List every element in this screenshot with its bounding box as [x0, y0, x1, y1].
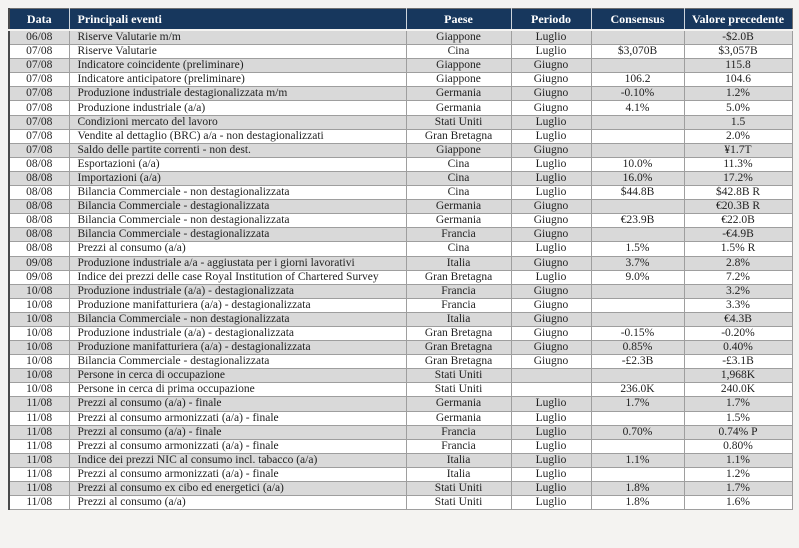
cell-period: Luglio [511, 45, 591, 59]
cell-event: Persone in cerca di prima occupazione [69, 383, 406, 397]
table-row [9, 439, 792, 453]
cell-consensus [591, 59, 684, 73]
table-row [9, 453, 792, 467]
cell-period: Giugno [511, 87, 591, 101]
cell-country: Francia [406, 425, 511, 439]
cell-country: Stati Uniti [406, 482, 511, 496]
cell-country: Stati Uniti [406, 115, 511, 129]
cell-period: Luglio [511, 270, 591, 284]
cell-event: Produzione industriale a/a - aggiustata per i giorni lavorativi [69, 256, 406, 270]
cell-period: Giugno [511, 214, 591, 228]
cell-country: Germania [406, 87, 511, 101]
cell-period [511, 369, 591, 383]
cell-previous: 5.0% [684, 101, 792, 115]
cell-period: Giugno [511, 326, 591, 340]
cell-previous: 0.80% [684, 439, 792, 453]
cell-date: 08/08 [9, 228, 69, 242]
cell-consensus [591, 312, 684, 326]
cell-date: 10/08 [9, 383, 69, 397]
cell-date: 07/08 [9, 115, 69, 129]
cell-period: Giugno [511, 341, 591, 355]
cell-date: 07/08 [9, 87, 69, 101]
cell-event: Prezzi al consumo (a/a) [69, 242, 406, 256]
cell-event: Indice dei prezzi NIC al consumo incl. tabacco (a/a) [69, 453, 406, 467]
cell-consensus: 1.7% [591, 397, 684, 411]
cell-date: 09/08 [9, 270, 69, 284]
cell-consensus: -0.10% [591, 87, 684, 101]
table-row [9, 355, 792, 369]
cell-period: Luglio [511, 186, 591, 200]
cell-previous: 1.6% [684, 496, 792, 510]
cell-consensus: 1.1% [591, 453, 684, 467]
cell-consensus: -0.15% [591, 326, 684, 340]
table-row [9, 496, 792, 510]
cell-country: Germania [406, 411, 511, 425]
cell-date: 10/08 [9, 284, 69, 298]
cell-period: Luglio [511, 242, 591, 256]
cell-consensus [591, 143, 684, 157]
cell-consensus: 106.2 [591, 73, 684, 87]
cell-event: Indicatore coincidente (preliminare) [69, 59, 406, 73]
table-row [9, 45, 792, 59]
cell-event: Produzione industriale destagionalizzata m/m [69, 87, 406, 101]
cell-country: Cina [406, 186, 511, 200]
cell-event: Produzione manifatturiera (a/a) - destagionalizzata [69, 298, 406, 312]
cell-date: 06/08 [9, 30, 69, 45]
column-header-country: Paese [406, 9, 511, 31]
table-row [9, 284, 792, 298]
cell-period: Luglio [511, 115, 591, 129]
cell-country: Germania [406, 101, 511, 115]
cell-consensus [591, 369, 684, 383]
cell-consensus: 9.0% [591, 270, 684, 284]
cell-consensus [591, 129, 684, 143]
cell-date: 08/08 [9, 186, 69, 200]
cell-event: Prezzi al consumo armonizzati (a/a) - finale [69, 439, 406, 453]
cell-previous: 1.5% R [684, 242, 792, 256]
cell-previous: €4.3B [684, 312, 792, 326]
cell-event: Bilancia Commerciale - non destagionalizzata [69, 186, 406, 200]
cell-country: Germania [406, 214, 511, 228]
cell-date: 11/08 [9, 467, 69, 481]
cell-consensus: 0.70% [591, 425, 684, 439]
cell-date: 07/08 [9, 73, 69, 87]
cell-country: Italia [406, 312, 511, 326]
cell-event: Bilancia Commerciale - non destagionalizzata [69, 214, 406, 228]
cell-period: Luglio [511, 129, 591, 143]
cell-previous: $3,057B [684, 45, 792, 59]
table-row [9, 228, 792, 242]
column-header-event: Principali eventi [69, 9, 406, 31]
cell-date: 07/08 [9, 101, 69, 115]
cell-event: Vendite al dettaglio (BRC) a/a - non destagionalizzati [69, 129, 406, 143]
cell-previous: ¥1.7T [684, 143, 792, 157]
table-row [9, 425, 792, 439]
cell-consensus: $44.8B [591, 186, 684, 200]
cell-consensus: €23.9B [591, 214, 684, 228]
cell-date: 11/08 [9, 397, 69, 411]
cell-country: Francia [406, 439, 511, 453]
cell-consensus [591, 467, 684, 481]
cell-date: 08/08 [9, 214, 69, 228]
cell-event: Prezzi al consumo ex cibo ed energetici (a/a) [69, 482, 406, 496]
cell-country: Cina [406, 45, 511, 59]
cell-country: Francia [406, 228, 511, 242]
cell-event: Bilancia Commerciale - destagionalizzata [69, 228, 406, 242]
cell-consensus [591, 228, 684, 242]
cell-period: Giugno [511, 101, 591, 115]
cell-consensus: 236.0K [591, 383, 684, 397]
cell-previous: 115.8 [684, 59, 792, 73]
cell-consensus [591, 439, 684, 453]
table-row [9, 30, 792, 45]
table-row [9, 200, 792, 214]
cell-previous: 0.74% P [684, 425, 792, 439]
cell-country: Germania [406, 397, 511, 411]
column-header-consensus: Consensus [591, 9, 684, 31]
cell-country: Stati Uniti [406, 369, 511, 383]
cell-period: Giugno [511, 59, 591, 73]
cell-period: Luglio [511, 453, 591, 467]
table-row [9, 186, 792, 200]
cell-previous: 2.8% [684, 256, 792, 270]
cell-country: Stati Uniti [406, 383, 511, 397]
table-row [9, 214, 792, 228]
cell-consensus: 1.5% [591, 242, 684, 256]
cell-event: Indicatore anticipatore (preliminare) [69, 73, 406, 87]
table-row [9, 101, 792, 115]
cell-event: Saldo delle partite correnti - non dest. [69, 143, 406, 157]
cell-date: 11/08 [9, 482, 69, 496]
cell-previous: 0.40% [684, 341, 792, 355]
cell-country: Giappone [406, 30, 511, 45]
cell-date: 08/08 [9, 242, 69, 256]
cell-previous: -0.20% [684, 326, 792, 340]
cell-country: Italia [406, 467, 511, 481]
cell-previous: 1,968K [684, 369, 792, 383]
economic-calendar-table [8, 8, 793, 510]
cell-country: Francia [406, 298, 511, 312]
table-row [9, 467, 792, 481]
cell-date: 10/08 [9, 326, 69, 340]
cell-date: 08/08 [9, 171, 69, 185]
cell-consensus: 3.7% [591, 256, 684, 270]
cell-previous: 1.2% [684, 467, 792, 481]
column-header-period: Periodo [511, 9, 591, 31]
cell-country: Gran Bretagna [406, 341, 511, 355]
cell-country: Gran Bretagna [406, 326, 511, 340]
column-header-date: Data [9, 9, 69, 31]
cell-country: Italia [406, 453, 511, 467]
cell-country: Italia [406, 256, 511, 270]
cell-event: Prezzi al consumo (a/a) - finale [69, 397, 406, 411]
cell-period: Luglio [511, 482, 591, 496]
cell-period: Luglio [511, 467, 591, 481]
cell-previous: €20.3B R [684, 200, 792, 214]
cell-period: Giugno [511, 312, 591, 326]
cell-country: Gran Bretagna [406, 270, 511, 284]
cell-period: Giugno [511, 298, 591, 312]
cell-date: 11/08 [9, 425, 69, 439]
cell-date: 10/08 [9, 341, 69, 355]
cell-date: 09/08 [9, 256, 69, 270]
cell-consensus [591, 284, 684, 298]
cell-period: Giugno [511, 284, 591, 298]
cell-country: Giappone [406, 143, 511, 157]
cell-period: Luglio [511, 439, 591, 453]
cell-previous: 104.6 [684, 73, 792, 87]
cell-consensus: 16.0% [591, 171, 684, 185]
cell-consensus [591, 115, 684, 129]
cell-previous: 11.3% [684, 157, 792, 171]
table-row [9, 115, 792, 129]
cell-period: Luglio [511, 425, 591, 439]
cell-country: Stati Uniti [406, 496, 511, 510]
cell-date: 07/08 [9, 129, 69, 143]
cell-previous: 1.5 [684, 115, 792, 129]
cell-country: Cina [406, 157, 511, 171]
cell-date: 08/08 [9, 200, 69, 214]
cell-country: Cina [406, 171, 511, 185]
cell-consensus [591, 200, 684, 214]
table-row [9, 383, 792, 397]
cell-date: 07/08 [9, 143, 69, 157]
cell-previous: 1.7% [684, 397, 792, 411]
cell-date: 08/08 [9, 157, 69, 171]
cell-previous: 3.3% [684, 298, 792, 312]
cell-period: Luglio [511, 496, 591, 510]
cell-country: Gran Bretagna [406, 129, 511, 143]
cell-date: 07/08 [9, 45, 69, 59]
events-table-body [9, 30, 792, 510]
cell-event: Prezzi al consumo (a/a) - finale [69, 425, 406, 439]
cell-period: Luglio [511, 171, 591, 185]
table-row [9, 482, 792, 496]
cell-previous: -€4.9B [684, 228, 792, 242]
table-header [9, 9, 792, 31]
cell-event: Indice dei prezzi delle case Royal Institution of Chartered Survey [69, 270, 406, 284]
cell-country: Gran Bretagna [406, 355, 511, 369]
header-row [9, 9, 792, 31]
cell-period: Giugno [511, 228, 591, 242]
cell-previous: $42.8B R [684, 186, 792, 200]
cell-consensus [591, 30, 684, 45]
table-row [9, 369, 792, 383]
table-row [9, 397, 792, 411]
cell-consensus: 1.8% [591, 496, 684, 510]
cell-country: Germania [406, 200, 511, 214]
cell-period: Giugno [511, 256, 591, 270]
cell-date: 10/08 [9, 369, 69, 383]
cell-event: Bilancia Commerciale - destagionalizzata [69, 355, 406, 369]
table-row [9, 298, 792, 312]
cell-previous: 1.2% [684, 87, 792, 101]
table-row [9, 411, 792, 425]
cell-event: Prezzi al consumo (a/a) [69, 496, 406, 510]
cell-country: Giappone [406, 73, 511, 87]
cell-period: Giugno [511, 355, 591, 369]
cell-country: Giappone [406, 59, 511, 73]
table-row [9, 341, 792, 355]
cell-period [511, 383, 591, 397]
table-row [9, 157, 792, 171]
table-row [9, 143, 792, 157]
table-row [9, 326, 792, 340]
cell-consensus: 10.0% [591, 157, 684, 171]
cell-date: 11/08 [9, 496, 69, 510]
cell-previous: 1.7% [684, 482, 792, 496]
cell-country: Francia [406, 284, 511, 298]
cell-period: Luglio [511, 30, 591, 45]
cell-period: Luglio [511, 397, 591, 411]
table-row [9, 242, 792, 256]
table-row [9, 312, 792, 326]
table-row [9, 129, 792, 143]
cell-event: Esportazioni (a/a) [69, 157, 406, 171]
cell-event: Produzione industriale (a/a) - destagionalizzata [69, 284, 406, 298]
cell-consensus [591, 298, 684, 312]
cell-period: Giugno [511, 143, 591, 157]
cell-consensus: 1.8% [591, 482, 684, 496]
cell-date: 10/08 [9, 355, 69, 369]
cell-previous: 7.2% [684, 270, 792, 284]
cell-consensus: -£2.3B [591, 355, 684, 369]
table-row [9, 73, 792, 87]
cell-date: 11/08 [9, 411, 69, 425]
column-header-previous: Valore precedente [684, 9, 792, 31]
table-row [9, 59, 792, 73]
cell-date: 10/08 [9, 298, 69, 312]
cell-event: Prezzi al consumo armonizzati (a/a) - finale [69, 467, 406, 481]
cell-previous: 3.2% [684, 284, 792, 298]
cell-previous: -$2.0B [684, 30, 792, 45]
cell-consensus [591, 411, 684, 425]
cell-date: 11/08 [9, 439, 69, 453]
economic-calendar [8, 8, 791, 510]
cell-period: Luglio [511, 157, 591, 171]
cell-period: Giugno [511, 73, 591, 87]
cell-previous: 1.1% [684, 453, 792, 467]
cell-consensus: 4.1% [591, 101, 684, 115]
cell-period: Giugno [511, 200, 591, 214]
cell-consensus: 0.85% [591, 341, 684, 355]
cell-previous: -£3.1B [684, 355, 792, 369]
cell-event: Bilancia Commerciale - destagionalizzata [69, 200, 406, 214]
cell-event: Persone in cerca di occupazione [69, 369, 406, 383]
table-row [9, 270, 792, 284]
cell-event: Produzione industriale (a/a) - destagionalizzata [69, 326, 406, 340]
cell-previous: €22.0B [684, 214, 792, 228]
cell-period: Luglio [511, 411, 591, 425]
cell-event: Produzione industriale (a/a) [69, 101, 406, 115]
cell-consensus: $3,070B [591, 45, 684, 59]
cell-previous: 2.0% [684, 129, 792, 143]
cell-event: Prezzi al consumo armonizzati (a/a) - finale [69, 411, 406, 425]
table-row [9, 171, 792, 185]
cell-event: Bilancia Commerciale - non destagionalizzata [69, 312, 406, 326]
cell-previous: 1.5% [684, 411, 792, 425]
cell-date: 10/08 [9, 312, 69, 326]
cell-event: Produzione manifatturiera (a/a) - destagionalizzata [69, 341, 406, 355]
cell-event: Riserve Valutarie m/m [69, 30, 406, 45]
cell-country: Cina [406, 242, 511, 256]
table-row [9, 256, 792, 270]
cell-previous: 240.0K [684, 383, 792, 397]
cell-date: 11/08 [9, 453, 69, 467]
cell-date: 07/08 [9, 59, 69, 73]
cell-previous: 17.2% [684, 171, 792, 185]
table-row [9, 87, 792, 101]
cell-event: Riserve Valutarie [69, 45, 406, 59]
cell-event: Condizioni mercato del lavoro [69, 115, 406, 129]
cell-event: Importazioni (a/a) [69, 171, 406, 185]
